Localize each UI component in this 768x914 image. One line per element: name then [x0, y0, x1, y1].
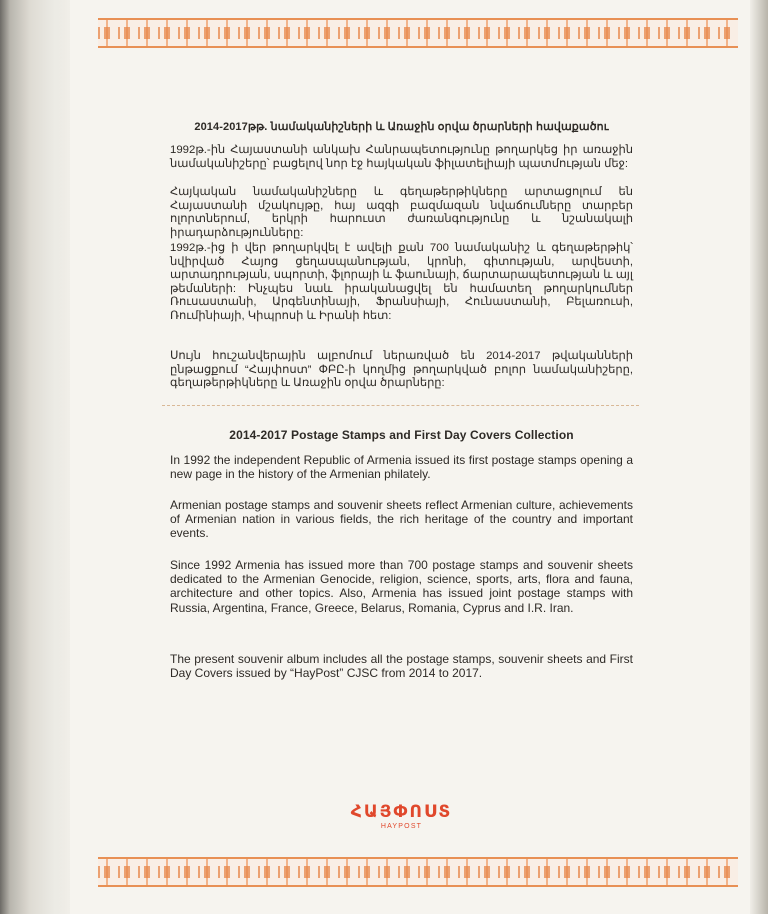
armenian-paragraph-1: 1992թ.-ին Հայաստանի անկախ Հանրապետությունը թողարկեց իր առաջին նամականիշերը՝ բացելով նոր էջ հայկական ֆիլատելիայի պատմության մեջ:: [170, 144, 633, 170]
top-ornamental-border: [98, 18, 738, 48]
armenian-paragraph-2: Հայկական նամականիշները և գեղաթերթիկները արտացոլում են Հայաստանի մշակույթը, հայ ազգի բազմազան նվաճումները տարբեր ոլորտներում, երկրի հարուստ ժառանգությունը և նշանակալի իրադարձությունները:: [170, 186, 633, 239]
english-paragraph-2: Armenian postage stamps and souvenir sheets reflect Armenian culture, achievements of Armenian nation in various fields, the rich heritage of the country and important events.: [170, 498, 633, 541]
page-right-edge: [750, 0, 768, 914]
armenian-title: 2014-2017թթ. նամականիշների և Առաջին օրվա ծրարների հավաքածու: [194, 121, 609, 133]
english-paragraph-3: Since 1992 Armenia has issued more than 700 postage stamps and souvenir sheets dedicated to the Armenian Genocide, religion, science, sports, arts, flora and fauna, architecture and other topics. Also, Armenia has issued joint postage stamps with Russia, Argentina, France, Greece, Belarus, Romania, Cyprus and I.R. Iran.: [170, 558, 633, 615]
armenian-paragraph-4: Սույն հուշանվերային ալբոմում ներառված են 2014-2017 թվականների ընթացքում “Հայփոստ” ՓԲԸ-ի կողմից թողարկված բոլոր նամականիշերը, գեղաթերթիկները և Առաջին օրվա ծրարները:: [170, 350, 633, 390]
haypost-logo-latin: HAYPOST: [380, 823, 423, 830]
book-spine-shadow: [0, 0, 70, 914]
section-divider: [162, 405, 639, 406]
english-title: 2014-2017 Postage Stamps and First Day Covers Collection: [229, 428, 574, 442]
bottom-ornamental-border: [98, 857, 738, 887]
haypost-logo-armenian: ՀԱՅՓՈՍՏ: [350, 802, 453, 822]
armenian-paragraph-3: 1992թ.-ից ի վեր թողարկվել է ավելի քան 700 նամականիշ և գեղաթերթիկ՝ նվիրված Հայոց ցեղասպանության, կրոնի, գիտության, արվեստի, արտադրության, սպորտի, ֆլորայի և ֆաունայի, ճարտարապետության և այլ թեմաների: Ինչպես նաև իրականացվել են համատեղ թողարկումներ Ռուսաստանի, Արգենտինայի, Ֆրանսիայի, Հունաստանի, Բելառուսի, Ռումինիայի, Կիպրոսի և Իրանի հետ:: [170, 242, 633, 322]
english-paragraph-4: The present souvenir album includes all the postage stamps, souvenir sheets and First Day Covers issued by “HayPost” CJSC from 2014 to 2017.: [170, 652, 633, 681]
english-paragraph-1: In 1992 the independent Republic of Armenia issued its first postage stamps opening a new page in the history of the Armenian philately.: [170, 453, 633, 482]
haypost-logo: [170, 802, 633, 830]
